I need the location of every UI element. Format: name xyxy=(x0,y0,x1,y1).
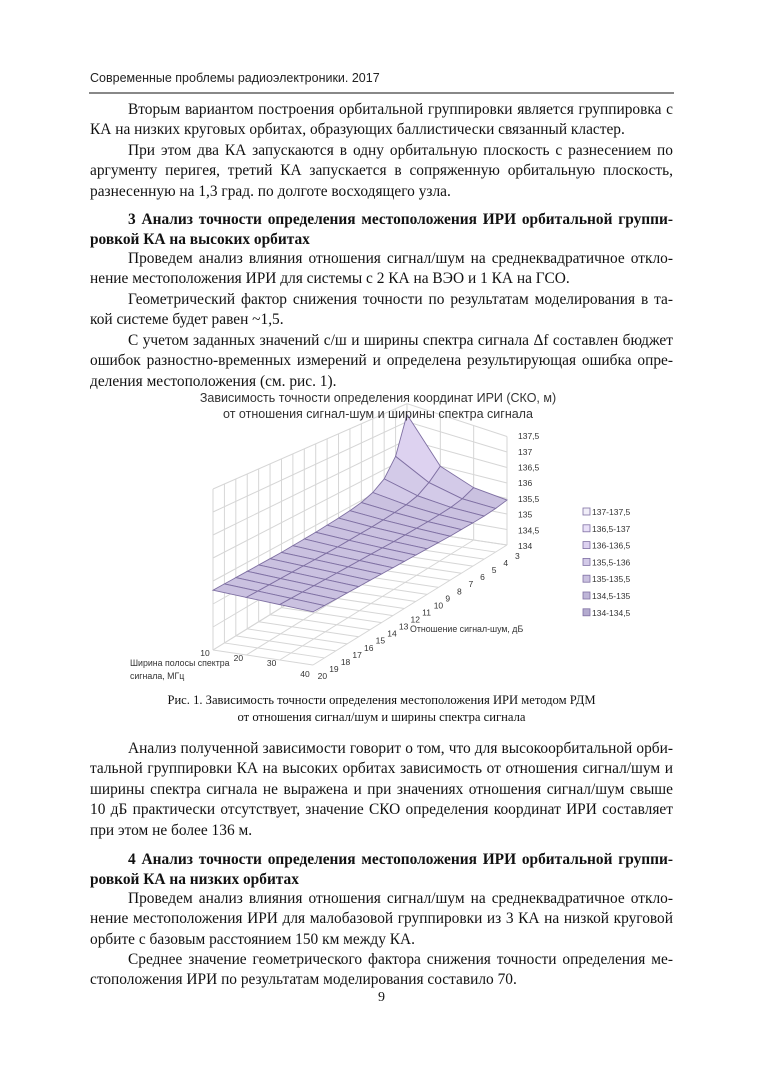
x-tick-label: 11 xyxy=(422,607,431,618)
text-line: нение местоположения ИРИ для малобазовой группировки из 3 КА на низкой круговой xyxy=(90,910,673,928)
x-tick-label: 17 xyxy=(352,649,362,660)
y-tick-label: 10 xyxy=(200,648,210,658)
gridline xyxy=(281,608,381,623)
legend-label: 136-136,5 xyxy=(592,540,631,551)
legend-swatch xyxy=(583,525,590,532)
chart-title: Зависимость точности определения координат ИРИ (СКО, м) xyxy=(199,391,557,405)
z-tick-label: 136 xyxy=(518,478,533,489)
x-tick-label: 16 xyxy=(364,642,374,653)
text-line: Проведем анализ влияния отношения сигнал/шум на среднеквадратичное откло- xyxy=(128,250,673,267)
caption-line: Рис. 1. Зависимость точности определения местоположения ИРИ методом РДМ xyxy=(167,693,596,707)
text-line: деления местоположения (см. рис. 1). xyxy=(90,372,337,390)
legend-label: 135-135,5 xyxy=(592,574,631,585)
paragraph xyxy=(90,889,673,950)
text-line: ровкой КА на низких орбитах xyxy=(90,871,299,889)
y-tick-label: 20 xyxy=(233,653,244,663)
text-line: ровкой КА на высоких орбитах xyxy=(90,231,310,249)
legend-label: 134-134,5 xyxy=(592,607,631,618)
x-axis-label: Отношение сигнал-шум, дБ xyxy=(410,624,524,634)
x-tick-label: 20 xyxy=(317,671,328,681)
x-tick-label: 10 xyxy=(433,600,444,611)
text-line: КА на низких круговых орбитах, образующих баллистически связанный кластер. xyxy=(90,121,625,139)
z-tick-label: 136,5 xyxy=(518,462,540,473)
figure-1-chart xyxy=(120,380,640,692)
z-tick-label: 137,5 xyxy=(518,431,540,442)
text-line: Анализ полученной зависимости говорит о том, что для высокоорбитальной орби- xyxy=(128,740,673,757)
gridline xyxy=(259,622,359,637)
x-tick-label: 6 xyxy=(480,572,485,583)
x-tick-label: 5 xyxy=(491,565,497,576)
text-line: разнесенную на 1,3 град. по долготе восходящего узла. xyxy=(90,182,451,200)
paragraph xyxy=(90,249,673,290)
text-line: тальной группировки КА на высоких орбитах зависимость от отношения сигнал/шум и xyxy=(90,760,673,778)
paragraph xyxy=(90,739,673,841)
text-line: 3 Анализ точности определения местоположения ИРИ орбитальной группи- xyxy=(128,211,673,228)
text-line: При этом два КА запускаются в одну орбитальную плоскость с разнесением по xyxy=(128,142,673,159)
legend-label: 134,5-135 xyxy=(592,591,631,601)
legend-swatch xyxy=(583,592,590,599)
text-line: Среднее значение геометрического фактора снижения точности определения ме- xyxy=(128,951,673,968)
x-tick-label: 4 xyxy=(503,558,509,569)
running-header: Современные проблемы радиоэлектроники. 2017 xyxy=(90,71,380,85)
text-line: аргументу перигея, третий КА запускается в сопряженную орбитальную плоскость, xyxy=(90,162,673,180)
x-tick-label: 13 xyxy=(398,621,409,632)
x-tick-label: 18 xyxy=(340,656,351,667)
header-rule xyxy=(89,92,674,94)
x-tick-label: 9 xyxy=(445,593,451,604)
z-tick-label: 137 xyxy=(518,446,533,457)
text-line: 10 дБ практически отсутствует, значение СКО определения координат ИРИ составляет xyxy=(90,801,673,819)
text-line: Геометрический фактор снижения точности по результатам моделирования в та- xyxy=(128,291,673,308)
text-line: при этом не более 136 м. xyxy=(90,821,253,839)
section-heading xyxy=(90,850,673,891)
legend-swatch xyxy=(583,609,590,616)
z-tick-label: 135,5 xyxy=(518,493,540,504)
text-line: кой системе будет равен ~1,5. xyxy=(90,311,284,329)
legend-label: 137-137,5 xyxy=(592,507,631,517)
paragraph xyxy=(90,950,673,991)
caption-line: от отношения сигнал/шум и ширины спектра сигнала xyxy=(237,710,526,724)
gridline xyxy=(236,636,336,651)
text-line: ширины спектра сигнала не выражена и при значениях отношения сигнал/шум свыше xyxy=(90,780,673,798)
legend-label: 135,5-136 xyxy=(592,557,631,568)
text-line: 4 Анализ точности определения местоположения ИРИ орбитальной группи- xyxy=(128,851,673,868)
x-tick-label: 14 xyxy=(387,628,397,639)
text-line: орбите с базовым расстоянием 150 км между КА. xyxy=(90,930,415,948)
x-tick-label: 15 xyxy=(375,635,386,646)
text-line: С учетом заданных значений с/ш и ширины спектра сигнала Δf составлен бюджет xyxy=(128,332,673,349)
text-line: ошибок разностно-временных измерений и определена результирующая ошибка опре- xyxy=(90,352,673,370)
z-tick-label: 134 xyxy=(518,541,533,551)
gridline xyxy=(270,615,370,630)
page-number: 9 xyxy=(378,990,385,1005)
legend-label: 136,5-137 xyxy=(592,523,631,534)
y-tick-label: 30 xyxy=(266,658,277,668)
text-line: нение местоположения ИРИ для системы с 2 КА на ВЭО и 1 КА на ГСО. xyxy=(90,270,570,288)
x-tick-label: 3 xyxy=(515,551,520,561)
x-tick-label: 19 xyxy=(329,663,339,674)
z-tick-label: 134,5 xyxy=(518,525,540,536)
text-line: Вторым вариантом построения орбитальной группировки является группировка с xyxy=(128,101,673,118)
chart-title: от отношения сигнал-шум и ширины спектра сигнала xyxy=(223,407,533,421)
y-axis-label: Ширина полосы спектра xyxy=(130,658,230,668)
text-line: Проведем анализ влияния отношения сигнал/шум на среднеквадратичное откло- xyxy=(128,890,673,907)
legend-swatch xyxy=(583,508,590,515)
legend-swatch xyxy=(583,542,590,549)
y-tick-label: 40 xyxy=(300,669,310,679)
text-line: стоположения ИРИ по результатам моделирования составило 70. xyxy=(90,971,517,989)
section-heading xyxy=(90,210,673,251)
x-tick-label: 8 xyxy=(456,586,462,597)
z-tick-label: 135 xyxy=(518,509,533,520)
paragraph xyxy=(90,141,673,202)
gridline xyxy=(247,629,347,644)
paragraph xyxy=(90,290,673,331)
legend-swatch xyxy=(583,558,590,565)
legend-swatch xyxy=(583,575,590,582)
x-tick-label: 12 xyxy=(410,614,420,625)
paragraph xyxy=(90,100,673,141)
y-axis-label: сигнала, МГц xyxy=(130,671,185,681)
x-tick-label: 7 xyxy=(468,579,474,590)
